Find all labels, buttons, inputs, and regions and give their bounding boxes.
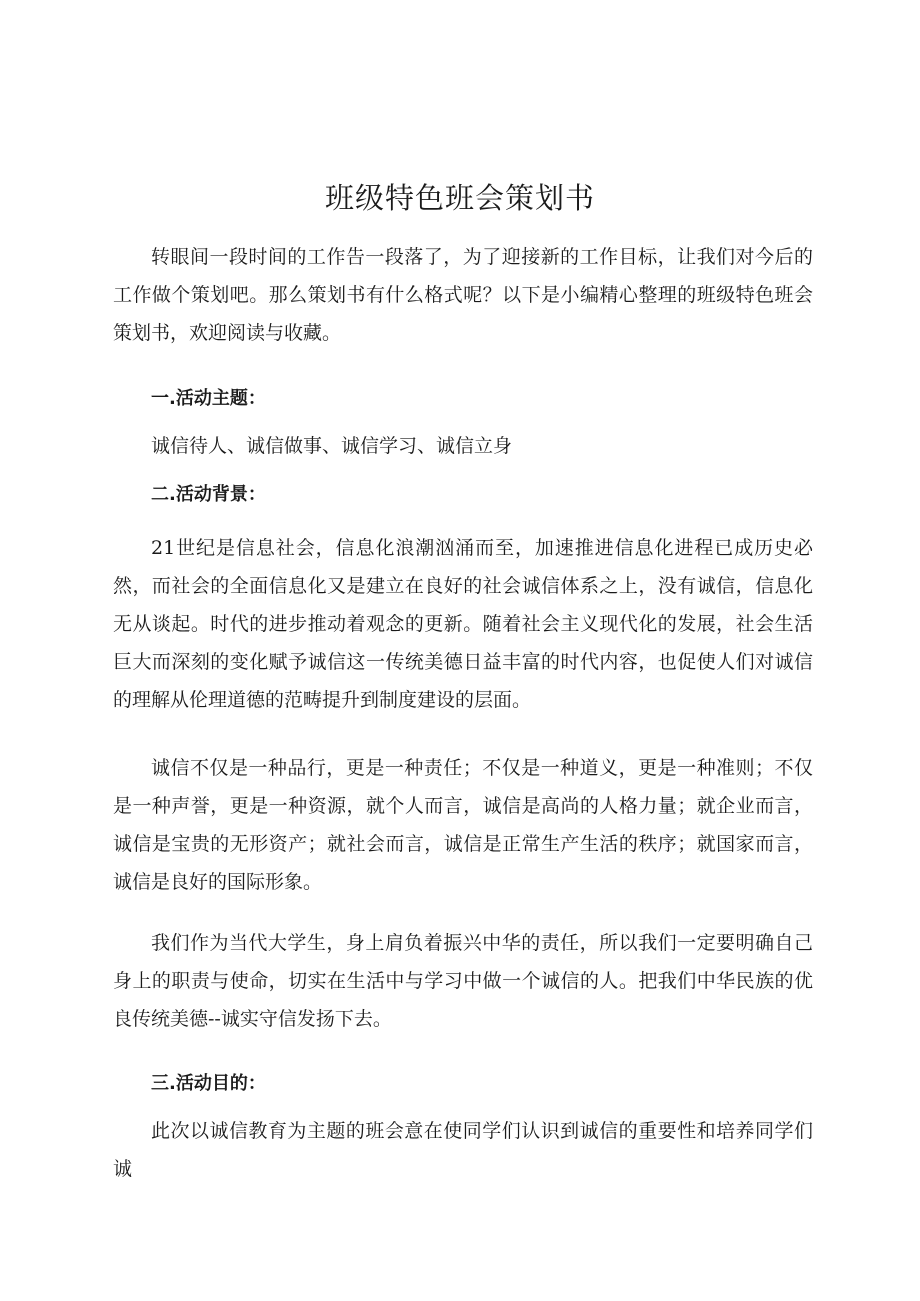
section-1-paragraph-1: 诚信待人、诚信做事、诚信学习、诚信立身 [151,435,513,457]
intro-paragraph: 转眼间一段时间的工作告一段落了，为了迎接新的工作目标，让我们对今后的工作做个策划吧。那么策划书有什么格式呢？以下是小编精心整理的班级特色班会策划书，欢迎阅读与收藏。 [113,246,813,344]
section-2-paragraph-1: 21世纪是信息社会，信息化浪潮汹涌而至，加速推进信息化进程已成历史必然，而社会的全面信息化又是建立在良好的社会诚信体系之上，没有诚信，信息化无从谈起。时代的进步推动着观念的更新。随着社会主义现代化的发展，社会生活巨大而深刻的变化赋予诚信这一传统美德日益丰富的时代内容，也促使人们对诚信的理解从伦理道德的范畴提升到制度建设的层面。 [113,537,813,711]
section-2-paragraph-3: 我们作为当代大学生，身上肩负着振兴中华的责任，所以我们一定要明确自己身上的职责与使命，切实在生活中与学习中做一个诚信的人。把我们中华民族的优良传统美德--诚实守信发扬下去。 [113,932,813,1030]
section-1-heading: 一.活动主题： [151,388,266,409]
section-3-heading: 三.活动目的： [151,1073,266,1094]
section-2-heading: 二.活动背景： [151,484,266,505]
section-3-paragraph-1: 此次以诚信教育为主题的班会意在使同学们认识到诚信的重要性和培养同学们诚 [113,1120,813,1180]
section-2-paragraph-2: 诚信不仅是一种品行，更是一种责任；不仅是一种道义，更是一种准则；不仅是一种声誉，更是一种资源，就个人而言，诚信是高尚的人格力量；就企业而言，诚信是宝贵的无形资产；就社会而言，诚信是正常生产生活的秩序；就国家而言，诚信是良好的国际形象。 [113,757,813,893]
document-title: 班级特色班会策划书 [324,181,595,215]
